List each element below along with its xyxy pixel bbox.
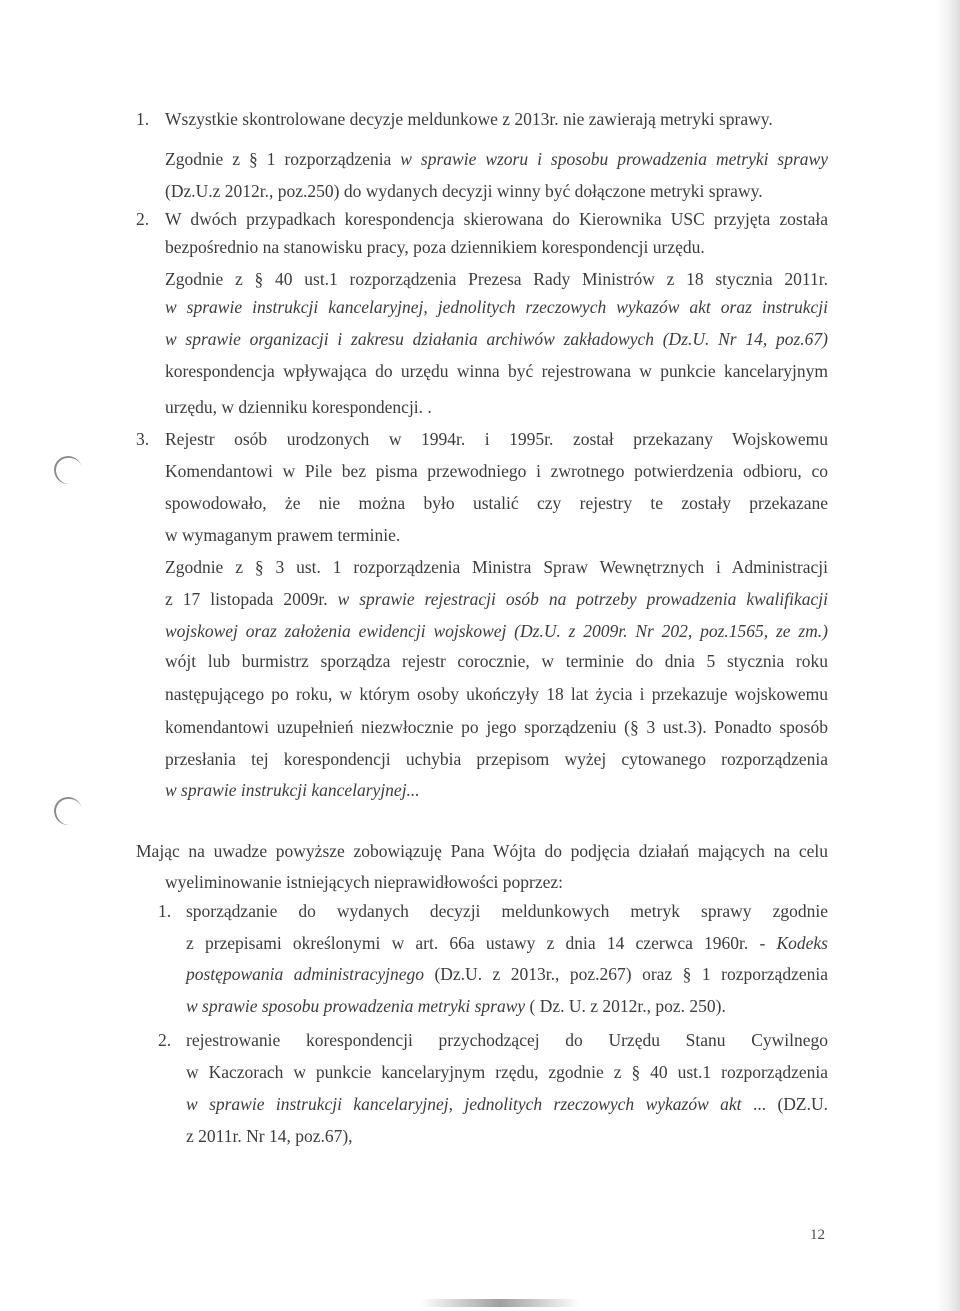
text-line	[165, 871, 563, 893]
text-line	[186, 1093, 828, 1115]
text-line	[186, 1029, 828, 1051]
text-run: urzędu, w dzienniku korespondencji. .	[165, 397, 432, 417]
text-run: Zgodnie z § 40 ust.1 rozporządzenia Prezesa Rady Ministrów z 18 stycznia 2011r.	[165, 269, 828, 289]
text-line	[165, 620, 828, 642]
text-line	[165, 296, 828, 318]
text-run: ... (DZ.U.	[741, 1094, 828, 1114]
list-number: 2.	[136, 209, 150, 229]
text-run: bezpośrednio na stanowisku pracy, poza dziennikiem korespondencji urzędu.	[165, 237, 705, 257]
text-line	[186, 995, 726, 1017]
text-line	[165, 268, 828, 290]
text-run: wyeliminowanie istniejących nieprawidłowości poprzez:	[165, 872, 563, 892]
text-run: Mając na uwadze powyższe zobowiązuję Pana Wójta do podjęcia działań mających na celu	[136, 841, 828, 861]
punch-hole-mark	[52, 795, 84, 827]
text-line	[165, 328, 828, 350]
text-line	[165, 650, 828, 672]
text-line	[186, 932, 828, 954]
text-run: komendantowi uzupełnień niezwłocznie po jego sporządzeniu (§ 3 ust.3). Ponadto sposób	[165, 717, 828, 737]
text-line	[165, 108, 773, 130]
italic-citation: Kodeks	[776, 933, 828, 953]
text-line	[136, 840, 828, 862]
scan-bottom-mark	[420, 1299, 580, 1307]
text-run: sporządzanie do wydanych decyzji meldunkowych metryk sprawy zgodnie	[186, 901, 828, 921]
text-run: rejestrowanie korespondencji przychodzącej do Urzędu Stanu Cywilnego	[186, 1030, 828, 1050]
text-line	[165, 208, 828, 230]
text-line	[165, 148, 828, 170]
text-line	[186, 963, 828, 985]
text-line	[186, 1061, 828, 1083]
text-run: Zgodnie z § 3 ust. 1 rozporządzenia Ministra Spraw Wewnętrznych i Administracji	[165, 557, 828, 577]
text-run: z 2011r. Nr 14, poz.67),	[186, 1126, 353, 1146]
italic-citation: w sprawie instrukcji kancelaryjnej...	[165, 780, 420, 800]
italic-citation: w sprawie organizacji i zakresu działania archiwów zakładowych (Dz.U. Nr 14, poz.67)	[165, 329, 828, 349]
text-run: przesłania tej korespondencji uchybia przepisom wyżej cytowanego rozporządzenia	[165, 749, 828, 769]
text-line	[165, 748, 828, 770]
text-line	[165, 180, 763, 202]
list-number: 1.	[158, 901, 172, 921]
text-run: z 17 listopada 2009r.	[165, 589, 338, 609]
text-line	[165, 556, 828, 578]
text-run: spowodowało, że nie można było ustalić czy rejestry te zostały przekazane	[165, 493, 828, 513]
text-line	[186, 1125, 353, 1147]
list-number: 1.	[136, 109, 150, 129]
text-line	[165, 460, 828, 482]
text-run: w wymaganym prawem terminie.	[165, 525, 401, 545]
text-line	[165, 716, 828, 738]
text-run: następującego po roku, w którym osoby ukończyły 18 lat życia i przekazuje wojskowemu	[165, 684, 828, 704]
text-line	[165, 428, 828, 450]
list-number: 2.	[158, 1030, 172, 1050]
text-line	[165, 236, 705, 258]
text-run: wójt lub burmistrz sporządza rejestr corocznie, w terminie do dnia 5 stycznia roku	[165, 651, 828, 671]
italic-citation: postępowania administracyjnego	[186, 964, 424, 984]
punch-hole-mark	[52, 454, 84, 486]
text-run: korespondencja wpływająca do urzędu winna być rejestrowana w punkcie kancelaryjnym	[165, 361, 828, 381]
text-line	[165, 588, 828, 610]
text-run: z przepisami określonymi w art. 66a ustawy z dnia 14 czerwca 1960r. -	[186, 933, 777, 953]
scan-edge-shadow	[936, 0, 960, 1311]
text-run: w Kaczorach w punkcie kancelaryjnym rzędu, zgodnie z § 40 ust.1 rozporządzenia	[186, 1062, 828, 1082]
italic-citation: w sprawie rejestracji osób na potrzeby prowadzenia kwalifikacji	[337, 589, 829, 609]
text-line	[165, 492, 828, 514]
text-run: Zgodnie z § 1 rozporządzenia	[165, 149, 401, 169]
text-run: W dwóch przypadkach korespondencja skierowana do Kierownika USC przyjęta została	[165, 209, 828, 229]
text-line	[165, 683, 828, 705]
text-line	[165, 396, 432, 418]
italic-citation: w sprawie instrukcji kancelaryjnej, jednolitych rzeczowych wykazów akt	[186, 1094, 742, 1114]
text-run: (Dz.U.z 2012r., poz.250) do wydanych decyzji winny być dołączone metryki sprawy.	[165, 181, 763, 201]
text-run: Komendantowi w Pile bez pisma przewodniego i zwrotnego potwierdzenia odbioru, co	[165, 461, 828, 481]
text-line	[165, 779, 420, 801]
text-run: (Dz.U. z 2013r., poz.267) oraz § 1 rozporządzenia	[423, 964, 828, 984]
page-number: 12	[810, 1227, 825, 1243]
text-line	[165, 524, 400, 546]
text-line	[165, 360, 828, 382]
italic-citation: w sprawie wzoru i sposobu prowadzenia metryki sprawy	[400, 149, 828, 169]
italic-citation: w sprawie instrukcji kancelaryjnej, jednolitych rzeczowych wykazów akt oraz instrukcji	[165, 297, 828, 317]
list-number: 3.	[136, 429, 150, 449]
text-line	[186, 900, 828, 922]
text-run: ( Dz. U. z 2012r., poz. 250).	[525, 996, 726, 1016]
text-run: Wszystkie skontrolowane decyzje meldunkowe z 2013r. nie zawierają metryki sprawy.	[165, 109, 773, 129]
text-run: Rejestr osób urodzonych w 1994r. i 1995r. został przekazany Wojskowemu	[165, 429, 828, 449]
italic-citation: w sprawie sposobu prowadzenia metryki sprawy	[186, 996, 526, 1016]
italic-citation: wojskowej oraz założenia ewidencji wojskowej (Dz.U. z 2009r. Nr 202, poz.1565, ze zm.)	[165, 621, 828, 641]
